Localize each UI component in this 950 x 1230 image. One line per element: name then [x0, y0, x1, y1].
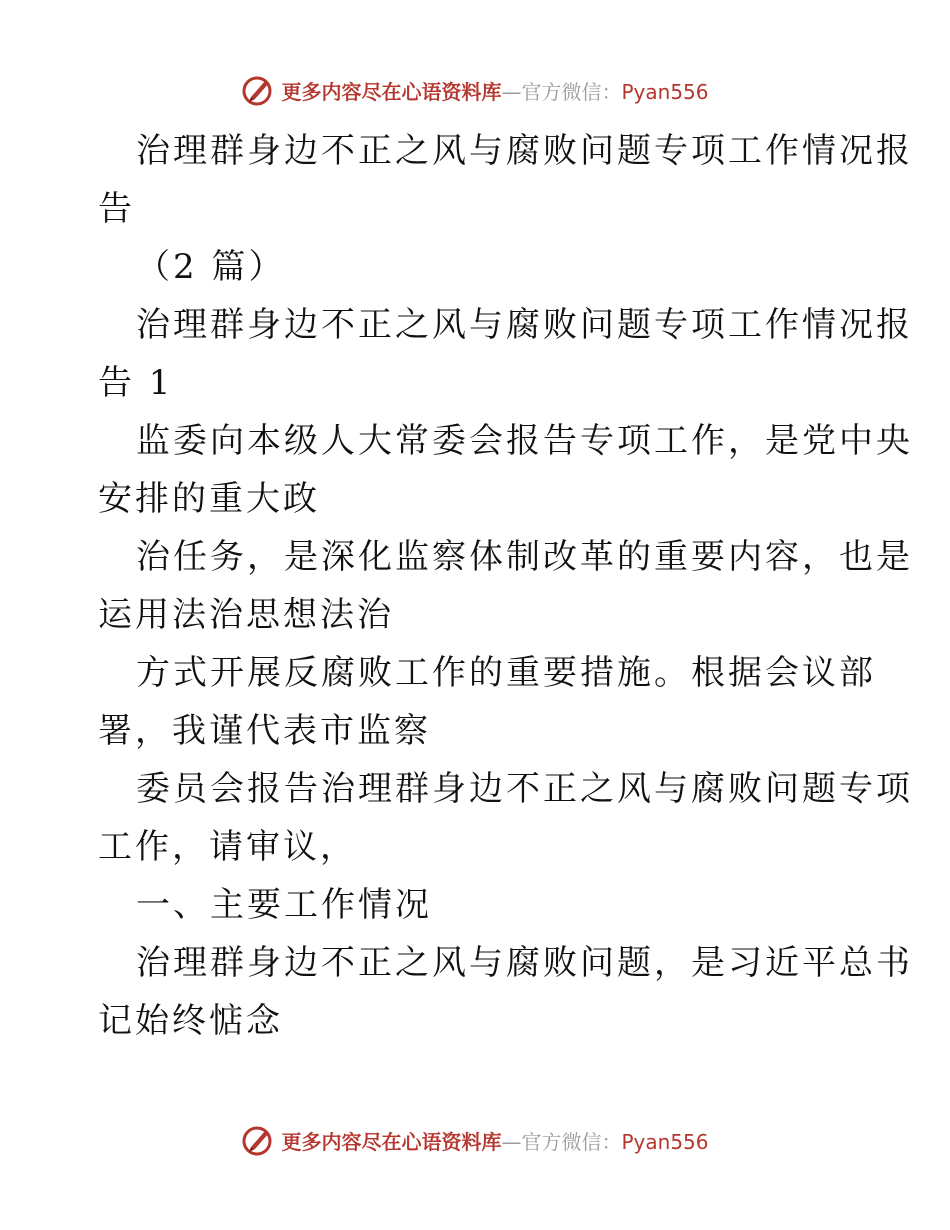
doc-section-heading: 一、主要工作情况 [136, 885, 432, 925]
document-body [98, 122, 913, 1050]
header-banner-wechat-id: Pyan556 [621, 79, 709, 104]
doc-line: 署，我谨代表市监察 [98, 711, 431, 751]
doc-line: （2 篇） [136, 247, 286, 287]
footer-banner-dash: — [501, 1129, 522, 1154]
pen-logo-icon [241, 1123, 275, 1157]
doc-line: 治理群身边不正之风与腐败问题，是习近平总书 [136, 943, 913, 983]
header-banner-dash: — [501, 79, 522, 104]
doc-line: 记始终惦念 [98, 1001, 283, 1041]
doc-line: 告 [98, 189, 135, 229]
pen-logo-icon [241, 73, 275, 107]
doc-line: 委员会报告治理群身边不正之风与腐败问题专项 [136, 769, 913, 809]
doc-line: 监委向本级人大常委会报告专项工作，是党中央 [136, 421, 913, 461]
doc-line: 治理群身边不正之风与腐败问题专项工作情况报 [136, 131, 913, 171]
footer-banner-wechat-label: 官方微信： [521, 1129, 622, 1154]
header-banner-site: 更多内容尽在心语资料库 [281, 79, 502, 104]
doc-line: 安排的重大政 [98, 479, 320, 519]
footer-banner-text [281, 1126, 708, 1155]
doc-line: 方式开展反腐败工作的重要措施。根据会议部 [136, 653, 876, 693]
doc-line: 运用法治思想法治 [98, 595, 394, 635]
header-banner [0, 70, 950, 110]
footer-banner-wechat-id: Pyan556 [621, 1129, 709, 1154]
footer-banner [0, 1120, 950, 1160]
doc-line: 治任务，是深化监察体制改革的重要内容，也是 [136, 537, 913, 577]
doc-line: 工作，请审议， [98, 827, 357, 867]
header-banner-text [281, 76, 708, 105]
doc-line: 告 1 [98, 363, 174, 403]
footer-banner-site: 更多内容尽在心语资料库 [281, 1129, 502, 1154]
doc-line: 治理群身边不正之风与腐败问题专项工作情况报 [136, 305, 913, 345]
header-banner-wechat-label: 官方微信： [521, 79, 622, 104]
